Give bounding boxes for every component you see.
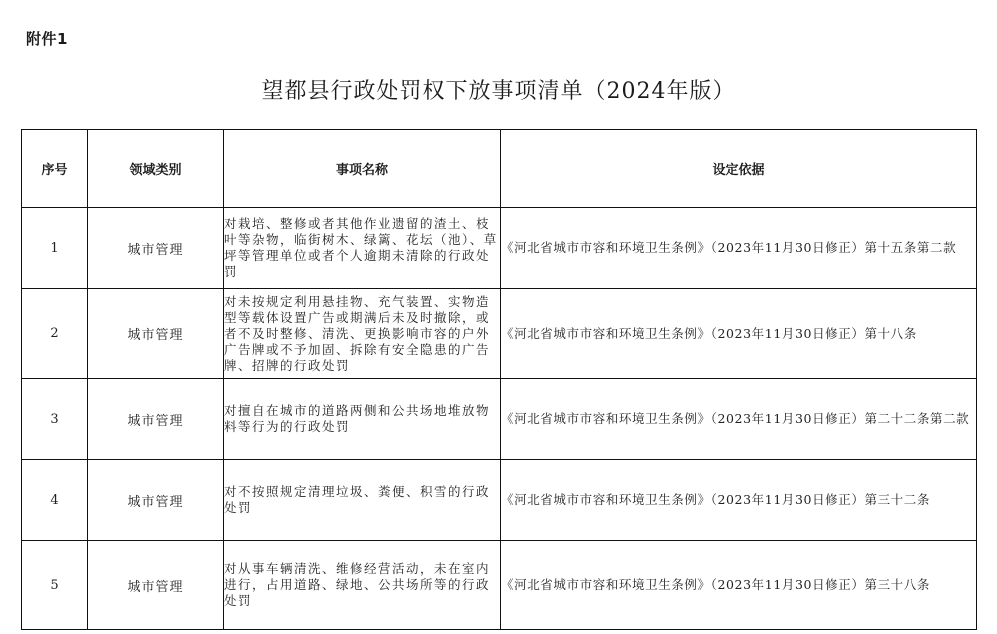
cell-domain: 城市管理: [88, 289, 224, 379]
table-row: [22, 289, 977, 379]
cell-no: 2: [22, 289, 88, 379]
document-title: 望都县行政处罚权下放事项清单（2024年版）: [261, 79, 736, 104]
table-header-row: [22, 130, 977, 208]
table-row: [22, 379, 977, 460]
cell-item-name: 对未按规定利用悬挂物、充气装置、实物造型等载体设置广告或期满后未及时撤除，或者不及时整修、清洗、更换影响市容的户外广告牌或不予加固、拆除有安全隐患的广告牌、招牌的行政处罚: [224, 289, 501, 379]
table-row: [22, 460, 977, 541]
cell-domain: 城市管理: [88, 541, 224, 630]
cell-item-name: 对栽培、整修或者其他作业遗留的渣土、枝叶等杂物，临街树木、绿篱、花坛（池）、草坪等管理单位或者个人逾期未清除的行政处罚: [224, 208, 501, 289]
cell-legal-basis: 《河北省城市市容和环境卫生条例》（2023年11月30日修正）第三十八条: [501, 541, 977, 630]
table-row: [22, 208, 977, 289]
attachment-label: 附件1: [26, 30, 68, 48]
header-no: 序号: [22, 130, 88, 208]
cell-legal-basis: 《河北省城市市容和环境卫生条例》（2023年11月30日修正）第十八条: [501, 289, 977, 379]
header-item-name: 事项名称: [224, 130, 501, 208]
cell-no: 3: [22, 379, 88, 460]
cell-legal-basis: 《河北省城市市容和环境卫生条例》（2023年11月30日修正）第二十二条第二款: [501, 379, 977, 460]
cell-no: 1: [22, 208, 88, 289]
cell-legal-basis: 《河北省城市市容和环境卫生条例》（2023年11月30日修正）第三十二条: [501, 460, 977, 541]
cell-item-name: 对从事车辆清洗、维修经营活动，未在室内进行，占用道路、绿地、公共场所等的行政处罚: [224, 541, 501, 630]
cell-domain: 城市管理: [88, 379, 224, 460]
header-legal-basis: 设定依据: [501, 130, 977, 208]
cell-no: 5: [22, 541, 88, 630]
decentralized-items-table: [21, 129, 977, 630]
header-domain: 领域类别: [88, 130, 224, 208]
table-row: [22, 541, 977, 630]
cell-legal-basis: 《河北省城市市容和环境卫生条例》（2023年11月30日修正）第十五条第二款: [501, 208, 977, 289]
cell-item-name: 对不按照规定清理垃圾、粪便、积雪的行政处罚: [224, 460, 501, 541]
cell-domain: 城市管理: [88, 460, 224, 541]
cell-domain: 城市管理: [88, 208, 224, 289]
cell-item-name: 对擅自在城市的道路两侧和公共场地堆放物料等行为的行政处罚: [224, 379, 501, 460]
cell-no: 4: [22, 460, 88, 541]
